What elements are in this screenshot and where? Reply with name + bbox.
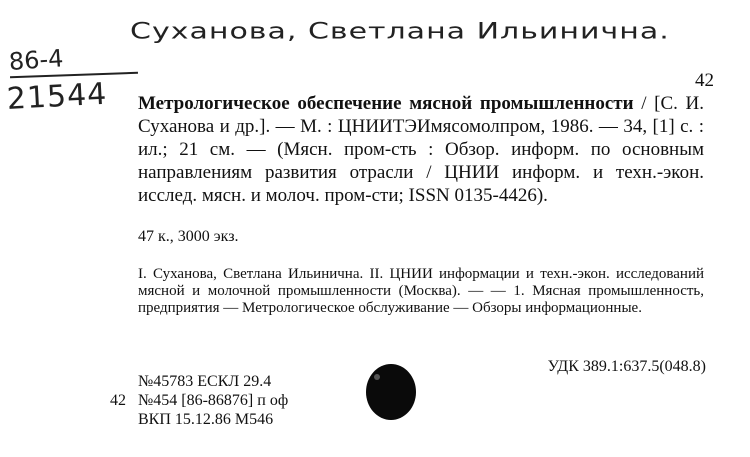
publication-title: Метрологическое обеспечение мясной промышленности xyxy=(138,93,634,114)
page-number: 42 xyxy=(695,70,714,91)
tracing-entries: I. Суханова, Светлана Ильинична. II. ЦНИИ информации и техн.-экон. исследований мясной и молочной промышленности (Москва). — — 1. Мясная промышленность, предприятия — Метрологическое обслуживание — Обзоры информационные. xyxy=(138,266,704,316)
registration-line-2-text: №454 [86-86876] п оф xyxy=(138,392,289,409)
punched-hole xyxy=(366,364,416,420)
handwritten-author-name: Суханова, Светлана Ильинична. xyxy=(130,18,670,45)
registration-block xyxy=(110,372,289,429)
bibliographic-description xyxy=(138,92,704,207)
registration-line-2-prefix: 42 xyxy=(110,392,126,409)
registration-line-2 xyxy=(110,391,289,410)
udk-code: УДК 389.1:637.5(048.8) xyxy=(547,358,706,375)
registration-line-3: ВКП 15.12.86 М546 xyxy=(138,411,274,428)
publication-details: / [С. И. Суханова и др.]. — М. : ЦНИИТЭИмясомолпром, 1986. — 34, [1] с. : ил.; 21 см. — (Мясн. пром-сть : Обзор. информ. по основным направлениям развития отрасли / ЦНИИ информ. и техн.-экон. исслед. мясн. и молоч. пром-сти; ISSN 0135-4426). xyxy=(138,93,705,206)
print-run: 47 к., 3000 экз. xyxy=(138,228,239,245)
registration-line-1: №45783 ЕСКЛ 29.4 xyxy=(138,373,272,390)
handwritten-code-top: 86-4 xyxy=(8,44,65,76)
handwritten-code-bottom: 21544 xyxy=(6,76,109,117)
